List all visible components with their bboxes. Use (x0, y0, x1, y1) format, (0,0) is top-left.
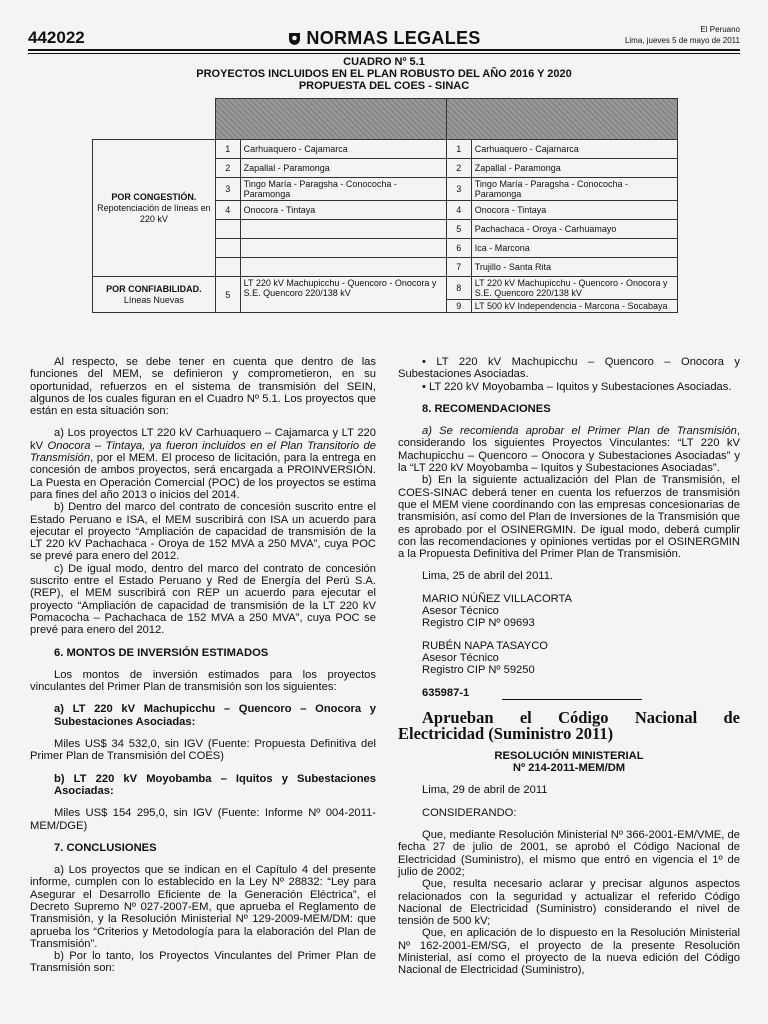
left-num: 5 (215, 277, 240, 313)
table-header-blank (93, 99, 216, 140)
left-project-empty (240, 258, 446, 277)
bullet-item: • LT 220 kV Moyobamba – Iquitos y Subestaciones Asociadas. (422, 380, 732, 393)
section-title-text: NORMAS LEGALES (306, 28, 481, 48)
decree-title: Aprueban el Código Nacional de Electricidad (Suministro 2011) (398, 707, 740, 743)
left-project: Carhuaquero - Cajamarca (240, 140, 446, 159)
left-column (30, 356, 376, 975)
considerando-label: CONSIDERANDO: (422, 806, 517, 819)
section-heading: 7. CONCLUSIONES (54, 841, 157, 854)
text-run: , considerando los siguientes Proyectos Vinculantes: “LT 220 kV Machupicchu – Quencoro – Onocora y Subestaciones Asociadas” y la “LT 220 kV Moyobamba – Iquitos y Subestaciones Asociadas”. (398, 425, 740, 475)
resolution-number: Nº 214-2011-MEM/DM (512, 762, 626, 775)
signatory-name: MARIO NÚÑEZ VILLACORTA (422, 592, 573, 605)
congestion-label: POR CONGESTIÓN. (111, 191, 197, 202)
table-header-row (93, 99, 678, 140)
header-rule-thin (28, 53, 740, 54)
left-project: Zapallal - Paramonga (240, 159, 446, 178)
left-project: Onocora - Tintaya (240, 201, 446, 220)
right-project: Onocora - Tintaya (471, 201, 677, 220)
page-header (28, 22, 740, 50)
paragraph: Miles US$ 34 532,0, sin IGV (Fuente: Propuesta Definitiva del Primer Plan de Transmisión del COES) (30, 738, 376, 763)
paragraph (398, 425, 740, 474)
left-project: Tingo María - Paragsha - Conococha - Paramonga (240, 178, 446, 201)
paragraph: Que, mediante Resolución Ministerial Nº 366-2001-EM/VME, de fecha 27 de julio de 2001, se aprobó el Código Nacional de Electricidad (Suministro), el mismo que entró en vigencia el 1º de julio de 2002; (398, 829, 740, 878)
left-num: 2 (215, 159, 240, 178)
reliability-label: POR CONFIABILIDAD. (106, 283, 202, 294)
text-run: a) Los proyectos LT 220 kV Carhuaquero – Cajamarca y LT 220 kV (30, 427, 376, 452)
right-num: 1 (446, 140, 471, 159)
right-num: 3 (446, 178, 471, 201)
header-right (625, 24, 740, 46)
signatory-role: Asesor Técnico (422, 605, 499, 618)
projects-table (92, 98, 678, 313)
right-num: 6 (446, 239, 471, 258)
paragraph: Los montos de inversión estimados para los proyectos vinculantes del Primer Plan de transmisión son los siguientes: (30, 668, 376, 694)
left-project-empty (240, 220, 446, 239)
bullet-item: • LT 220 kV Machupicchu – Quencoro – Onocora y Subestaciones Asociadas. (398, 356, 740, 381)
right-project: Carhuaquero - Cajamarca (471, 140, 677, 159)
right-project: Pachachaca - Oroya - Carhuamayo (471, 220, 677, 239)
paragraph: Que, en aplicación de lo dispuesto en la Resolución Ministerial Nº 162-2001-EM/SG, el proyecto de la presente Resolución Ministerial, así como el proyecto de la nueva edición del Código Nacional de Electricidad (Suministro), (398, 927, 740, 977)
paragraph: c) De igual modo, dentro del marco del contrato de concesión suscrito entre el Estado Peruano y Red de Energía del Perú S.A. (REP), el MEM suscribirá con REP un acuerdo para ejecutar el proyecto “Ampliación de capacidad de transmisión de la LT 220 kV Pomacocha – Pachachaca de 152 MVA a 250 MVA”, cuya POC se prevé para enero del 2012. (30, 562, 376, 637)
left-num: 1 (215, 140, 240, 159)
congestion-category (93, 140, 216, 277)
paragraph: Miles US$ 154 295,0, sin IGV (Fuente: Informe Nº 004-2011-MEM/DGE) (30, 807, 376, 832)
text-run: , por el MEM. El proceso de licitación, para la entrega en concesión de ambos proyectos, será encargada a PROINVERSIÓN. La Puesta en Operación Comercial (POC) de los proyectos se estima para fines del año 2013 o inicios del 2014. (30, 452, 376, 501)
left-num: 4 (215, 201, 240, 220)
right-project: Ica - Marcona (471, 239, 677, 258)
page-number: 442022 (28, 28, 85, 47)
right-num: 8 (446, 277, 471, 300)
section-heading: 8. RECOMENDACIONES (422, 402, 551, 415)
table-row (93, 140, 678, 159)
subheading: b) LT 220 kV Moyobamba – Iquitos y Subestaciones Asociadas: (54, 772, 376, 797)
publication-name: El Peruano (700, 25, 740, 34)
right-project: LT 500 kV Independencia - Marcona - Socabaya (471, 300, 677, 313)
header-rule (28, 49, 740, 51)
publication-date: Lima, jueves 5 de mayo de 2011 (624, 36, 740, 45)
paragraph: b) Por lo tanto, los Proyectos Vinculantes del Primer Plan de Transmisión son: (30, 950, 376, 975)
left-num-empty (215, 220, 240, 239)
notice-code: 635987-1 (422, 686, 470, 699)
right-num: 2 (446, 159, 471, 178)
resolution-title: RESOLUCIÓN MINISTERIAL (494, 749, 644, 762)
paragraph (30, 427, 376, 501)
right-num: 9 (446, 300, 471, 313)
table-title-line2: PROPUESTA DEL COES - SINAC (298, 80, 470, 92)
left-num-empty (215, 239, 240, 258)
resolution-date: Lima, 29 de abril de 2011 (422, 784, 548, 797)
right-num: 4 (446, 201, 471, 220)
left-num-empty (215, 258, 240, 277)
table-header-right (446, 99, 677, 140)
right-num: 5 (446, 220, 471, 239)
text-run-italic: a) Se recomienda aprobar el Primer Plan de Transmisión (422, 425, 737, 438)
congestion-sub: Repotenciación de líneas en 220 kV (97, 202, 211, 224)
signatory-role: Asesor Técnico (422, 651, 499, 664)
section-heading: 6. MONTOS DE INVERSIÓN ESTIMADOS (54, 646, 269, 659)
table-title-line1: PROYECTOS INCLUIDOS EN EL PLAN ROBUSTO DEL AÑO 2016 Y 2020 (196, 68, 572, 80)
table-row (93, 277, 678, 300)
reliability-sub: Líneas Nuevas (123, 294, 184, 305)
table-number: CUADRO Nº 5.1 (343, 56, 425, 68)
right-project: Tingo María - Paragsha - Conococha - Paramonga (471, 178, 677, 201)
paragraph: Al respecto, se debe tener en cuenta que dentro de las funciones del MEM, se definieron y comprometieron, en su oportunidad, refuerzos en el sistema de transmisión del SEIN, algunos de los cuales figuran en el Cuadro Nº 5.1. Los proyectos que están en esta situación son: (30, 356, 376, 418)
paragraph: Que, resulta necesario aclarar y precisar algunos aspectos relacionados con la seguridad y actualizar el referido Código Nacional de Electricidad (Suministro) considerando el nivel de tensión de 500 kV; (398, 878, 740, 928)
paragraph: a) Los proyectos que se indican en el Capítulo 4 del presente informe, cumplen con lo establecido en la Ley Nº 28832: “Ley para Asegurar el Desarrollo Eficiente de la Generación Eléctrica”, el Decreto Supremo Nº 027-2007-EM, que aprueba el Reglamento de Transmisión, y la Resolución Ministerial Nº 129-2009-MEM/DM: que aprueba los “Criterios y Metodología para la elaboración del Plan de Transmisión”. (30, 864, 376, 950)
coat-of-arms-icon (287, 30, 302, 51)
paragraph: b) En la siguiente actualización del Plan de Transmisión, el COES-SINAC deberá tener en cuenta los refuerzos de transmisión que el MEM viene coordinando con las empresas concesionarias de transmisión, así como del Plan de Inversiones de la Transmisión que es aprobado por el OSINERGMIN. De igual modo, deberá cumplir con las recomendaciones y opiniones vertidas por el OSINERGMIN a la Propuesta Definitiva del Primer Plan de Transmisión. (398, 474, 740, 561)
table-header-left (215, 99, 446, 140)
paragraph: b) Dentro del marco del contrato de concesión suscrito entre el Estado Peruano e ISA, el MEM suscribirá con ISA un acuerdo para ejecutar el proyecto “Ampliación de capacidad de transmisión de la LT 220 kV Pachachaca - Oroya de 152 MVA a 250 MVA”, cuya POC se prevé para enero del 2012. (30, 501, 376, 563)
reliability-category (93, 277, 216, 313)
left-project: LT 220 kV Machupicchu - Quencoro - Onocora y S.E. Quencoro 220/138 kV (240, 277, 446, 313)
left-project-empty (240, 239, 446, 258)
signatory-registry: Registro CIP Nº 59250 (422, 664, 535, 677)
signatory-name: RUBÉN NAPA TASAYCO (422, 639, 548, 652)
left-num: 3 (215, 178, 240, 201)
subheading: a) LT 220 kV Machupicchu – Quencoro – Onocora y Subestaciones Asociadas: (54, 703, 376, 728)
right-project: LT 220 kV Machupicchu - Quencoro - Onocora y S.E. Quencoro 220/138 kV (471, 277, 677, 300)
right-num: 7 (446, 258, 471, 277)
right-project: Trujillo - Santa Rita (471, 258, 677, 277)
right-project: Zapallal - Paramonga (471, 159, 677, 178)
right-column (398, 356, 740, 977)
signatory-registry: Registro CIP Nº 09693 (422, 617, 535, 630)
table-caption (28, 56, 740, 92)
place-date: Lima, 25 de abril del 2011. (422, 570, 554, 583)
text-run-italic: Onocora – Tintaya, ya fueron incluidos en el Plan Transitorio de Transmisión (30, 439, 376, 465)
